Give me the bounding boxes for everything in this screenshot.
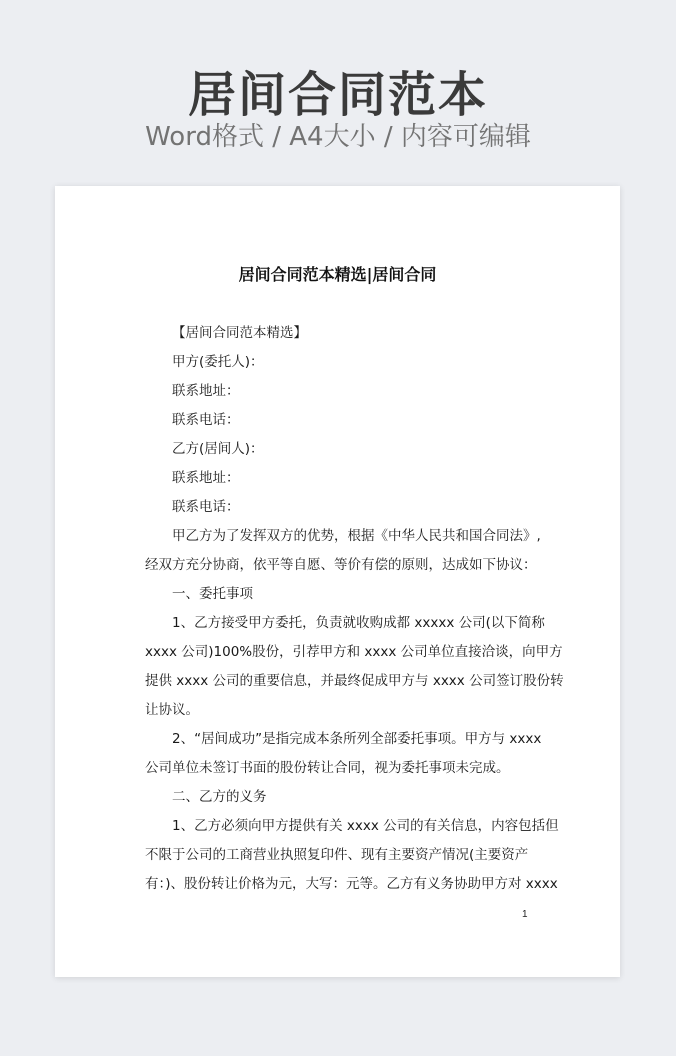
clause-text-line: 提供 xxxx 公司的重要信息，并最终促成甲方与 xxxx 公司签订股份转	[145, 673, 564, 689]
clause-heading: 一、委托事项	[172, 586, 253, 602]
preamble-line: 经双方充分协商，依平等自愿、等价有偿的原则，达成如下协议：	[145, 557, 537, 573]
document-title: 居间合同范本精选|居间合同	[238, 265, 437, 284]
clause-text-line: 1、乙方必须向甲方提供有关 xxxx 公司的有关信息，内容包括但	[172, 818, 559, 834]
banner-subtitle: Word格式 / A4大小 / 内容可编辑	[145, 122, 531, 152]
party-a-address-label: 联系地址：	[172, 383, 240, 399]
party-a-label: 甲方(委托人)：	[172, 354, 264, 370]
clause-text-line: xxxx 公司)100%股份，引荐甲方和 xxxx 公司单位直接洽谈，向甲方	[145, 644, 563, 660]
clause-text-line: 1、乙方接受甲方委托，负责就收购成都 xxxxx 公司(以下简称	[172, 615, 545, 631]
page-number: 1	[522, 909, 528, 920]
preamble-line: 甲乙方为了发挥双方的优势，根据《中华人民共和国合同法》,	[172, 528, 541, 544]
clause-text-line: 不限于公司的工商营业执照复印件、现有主要资产情况(主要资产	[145, 847, 529, 863]
banner-title: 居间合同范本	[187, 67, 488, 123]
party-a-phone-label: 联系电话：	[172, 412, 240, 428]
section-heading: 【居间合同范本精选】	[172, 325, 307, 341]
party-b-label: 乙方(居间人)：	[172, 441, 264, 457]
clause-text-line: 2、“居间成功”是指完成本条所列全部委托事项。甲方与 xxxx	[172, 731, 542, 747]
document-page	[55, 186, 620, 977]
document-body	[145, 319, 564, 899]
clause-text-line: 让协议。	[145, 702, 199, 718]
clause-text-line: 公司单位未签订书面的股份转让合同，视为委托事项未完成。	[145, 760, 510, 776]
party-b-phone-label: 联系电话：	[172, 499, 240, 515]
clause-text-line: 有：)、股份转让价格为元，大写：元等。乙方有义务协助甲方对 xxxx	[145, 876, 558, 892]
clause-heading: 二、乙方的义务	[172, 789, 267, 805]
party-b-address-label: 联系地址：	[172, 470, 240, 486]
